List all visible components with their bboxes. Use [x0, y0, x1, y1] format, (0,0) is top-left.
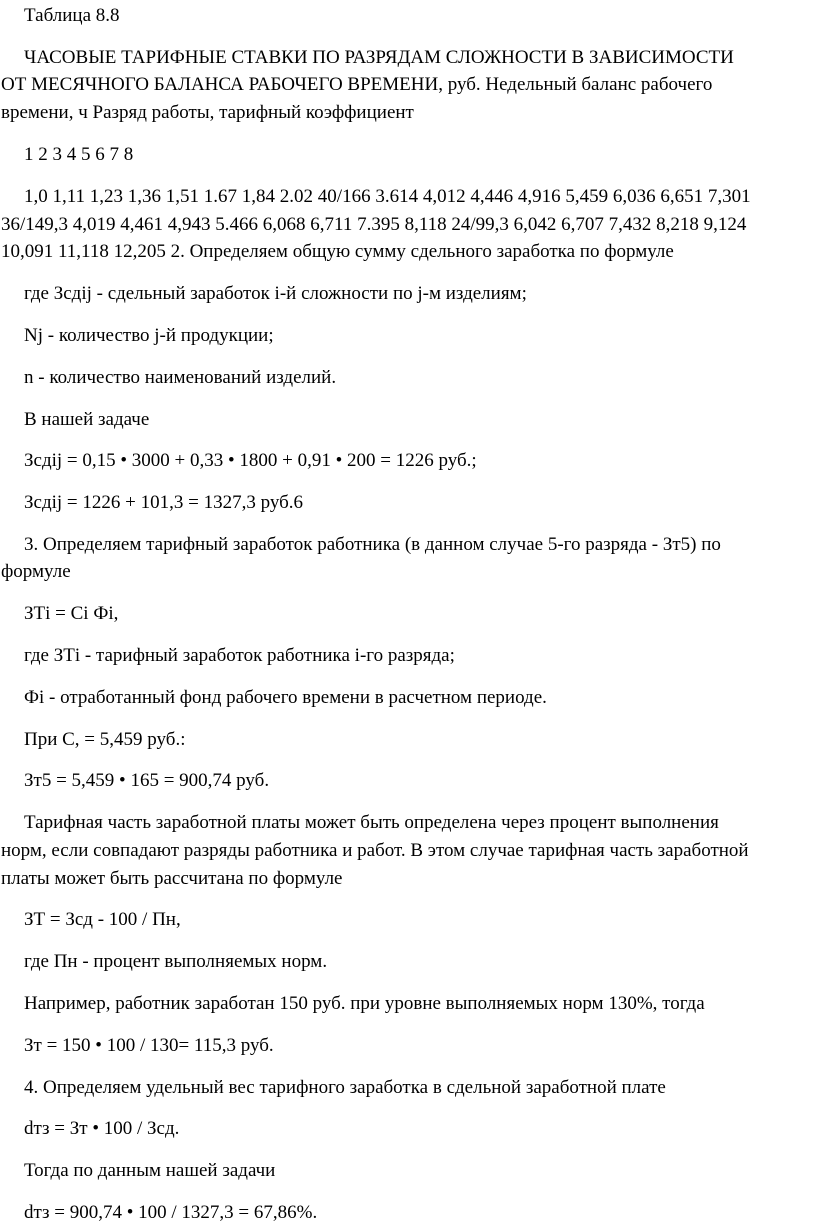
in-task-label: В нашей задаче [24, 408, 150, 430]
formula-pn: ЗТ = Зсд - 100 / Пн, [24, 909, 181, 931]
calculation-2: Зсдij = 1226 + 101,3 = 1327,3 руб.6 [24, 492, 303, 514]
calculation-zt5: Зт5 = 5,459 • 165 = 900,74 руб. [24, 770, 270, 792]
definition-zti: где ЗТi - тарифный заработок работника i-го разряда; [24, 644, 455, 666]
table-title-line-3: времени, ч Разряд работы, тарифный коэффициент [1, 102, 414, 124]
grades-row: 1 2 3 4 5 6 7 8 [24, 144, 134, 166]
tariff-paragraph-line-1: Тарифная часть заработной платы может быть определена через процент выполнения [24, 812, 719, 834]
then-data-label: Тогда по данным нашей задачи [24, 1160, 276, 1182]
formula-zti: ЗТi = Сi Фi, [24, 603, 119, 624]
definition-fi: Фi - отработанный фонд рабочего времени в расчетном периоде. [24, 686, 547, 708]
definition-pn: где Пн - процент выполняемых норм. [24, 951, 328, 973]
step-4-text: 4. Определяем удельный вес тарифного заработка в сдельной заработной плате [24, 1076, 666, 1098]
step-3-line-1: 3. Определяем тарифный заработок работника (в данном случае 5-го разряда - Зт5) по [24, 534, 721, 555]
definition-nj: Nj - количество j-й продукции; [24, 324, 274, 346]
calculation-dtz: dтз = 900,74 • 100 / 1327,3 = 67,86%. [24, 1202, 318, 1223]
example-text: Например, работник заработан 150 руб. при уровне выполняемых норм 130%, тогда [24, 992, 705, 1014]
table-caption: Таблица 8.8 [24, 5, 120, 26]
table-data-line-1: 1,0 1,11 1,23 1,36 1,51 1.67 1,84 2.02 40/166 3.614 4,012 4,446 4,916 5,459 6,036 6,651 7,301 [24, 185, 751, 207]
table-title-line-2: ОТ МЕСЯЧНОГО БАЛАНСА РАБОЧЕГО ВРЕМЕНИ, руб. Недельный баланс рабочего [1, 74, 713, 95]
calculation-example: Зт = 150 • 100 / 130= 115,3 руб. [24, 1034, 274, 1056]
table-data-line-2: 36/149,3 4,019 4,461 4,943 5.466 6,068 6,711 7.395 8,118 24/99,3 6,042 6,707 7,432 8,218 9,124 [1, 214, 747, 236]
step-3-line-2: формуле [1, 561, 71, 583]
formula-dtz: dтз = Зт • 100 / Зсд. [24, 1118, 180, 1140]
definition-n: n - количество наименований изделий. [24, 366, 337, 388]
when-c-label: При С, = 5,459 руб.: [24, 728, 186, 750]
table-title-line-1: ЧАСОВЫЕ ТАРИФНЫЕ СТАВКИ ПО РАЗРЯДАМ СЛОЖНОСТИ В ЗАВИСИМОСТИ [24, 46, 734, 68]
table-data-line-3: 10,091 11,118 12,205 2. Определяем общую сумму сдельного заработка по формуле [1, 241, 674, 263]
definition-zsd: где Зсдij - сдельный заработок i-й сложности по j-м изделиям; [24, 283, 527, 305]
tariff-paragraph-line-3: платы может быть рассчитана по формуле [1, 867, 343, 889]
tariff-paragraph-line-2: норм, если совпадают разряды работника и работ. В этом случае тарифная часть заработной [1, 840, 749, 862]
calculation-1: Зсдij = 0,15 • 3000 + 0,33 • 1800 + 0,91 • 200 = 1226 руб.; [24, 450, 477, 472]
